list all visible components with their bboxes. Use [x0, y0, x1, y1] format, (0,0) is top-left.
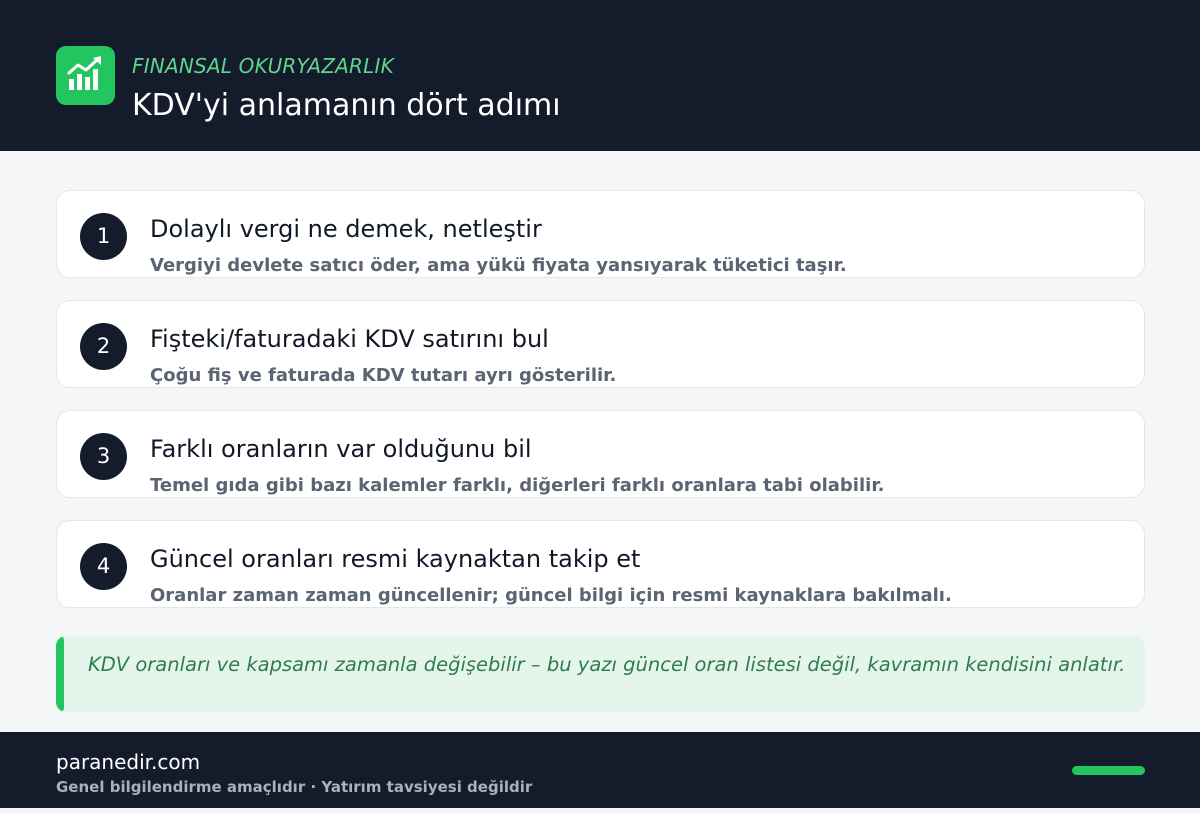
disclaimer-text: Genel bilgilendirme amaçlıdır · Yatırım tavsiyesi değildir [56, 778, 533, 796]
header [0, 0, 1200, 151]
step-description: Çoğu fiş ve faturada KDV tutarı ayrı gösterilir. [150, 365, 617, 386]
note-text: KDV oranları ve kapsamı zamanla değişebilir – bu yazı güncel oran listesi değil, kavramın kendisini anlatır. [88, 653, 1126, 676]
step-number-badge: 1 [80, 213, 127, 260]
step-title: Farklı oranların var olduğunu bil [150, 435, 532, 463]
step-number-badge: 4 [80, 543, 127, 590]
step-number-badge: 2 [80, 323, 127, 370]
step-title: Güncel oranları resmi kaynaktan takip et [150, 545, 641, 573]
step-description: Oranlar zaman zaman güncellenir; güncel bilgi için resmi kaynaklara bakılmalı. [150, 585, 952, 606]
step-card [56, 520, 1145, 608]
site-name: paranedir.com [56, 750, 201, 774]
step-card [56, 410, 1145, 498]
page-title: KDV'yi anlamanın dört adımı [132, 88, 561, 123]
logo [56, 46, 115, 105]
step-description: Vergiyi devlete satıcı öder, ama yükü fiyata yansıyarak tüketici taşır. [150, 255, 847, 276]
info-note [56, 636, 1145, 712]
step-description: Temel gıda gibi bazı kalemler farklı, diğerleri farklı oranlara tabi olabilir. [150, 475, 885, 496]
step-title: Dolaylı vergi ne demek, netleştir [150, 215, 542, 243]
step-card [56, 190, 1145, 278]
footer-accent-bar [1072, 766, 1145, 775]
footer [0, 732, 1200, 808]
step-card [56, 300, 1145, 388]
note-accent-bar [56, 636, 64, 712]
step-number-badge: 3 [80, 433, 127, 480]
step-title: Fişteki/faturadaki KDV satırını bul [150, 325, 549, 353]
growth-chart-icon [56, 46, 115, 105]
category-kicker: FINANSAL OKURYAZARLIK [132, 54, 394, 78]
